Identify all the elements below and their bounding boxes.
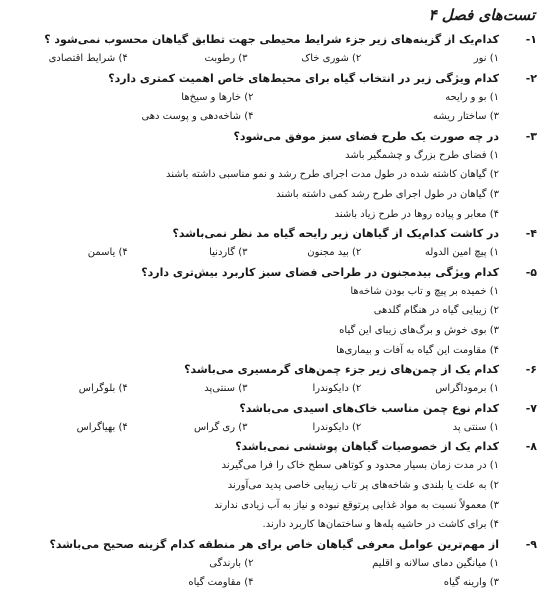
answer-option[interactable]: ۳) وارینه گیاه	[443, 577, 499, 589]
question-text: در چه صورت یک طرح فضای سبز موفق می‌شود؟	[233, 129, 499, 143]
options-group	[8, 88, 499, 127]
question-number: ۶-	[525, 363, 537, 377]
answer-option[interactable]: ۱) برموداگراس	[435, 383, 499, 395]
question-line	[8, 30, 537, 49]
question-block	[8, 263, 537, 360]
answer-option[interactable]: ۴) مقاومت این گیاه به آفات و بیماری‌ها	[336, 344, 499, 356]
options-group	[8, 243, 499, 263]
answer-option[interactable]: ۳) سنتی‌پد	[204, 383, 248, 395]
answer-option[interactable]: ۴) برای کاشت در حاشیه پله‌ها و ساختمان‌ها کاربرد دارند.	[262, 519, 499, 531]
options-group	[8, 418, 499, 438]
answer-option[interactable]: ۱) در مدت زمان بسیار محدود و کوتاهی سطح خاک را فرا می‌گیرند	[221, 460, 499, 472]
question-text: از مهم‌ترین عوامل معرفی گیاهان خاص برای هر منطقه کدام گزینه صحیح می‌باشد؟	[49, 537, 499, 551]
question-block	[8, 69, 537, 127]
answer-option[interactable]: ۲) بارندگی	[209, 557, 254, 569]
answer-option[interactable]: ۳) گاردنیا	[209, 247, 248, 259]
question-number: ۹-	[525, 537, 537, 551]
options-group	[8, 282, 499, 360]
question-line	[8, 127, 537, 146]
answer-option[interactable]: ۲) شوری خاک	[301, 53, 362, 64]
question-block	[8, 30, 537, 69]
page-title: تست‌های فصل ۴	[428, 6, 535, 24]
question-number: ۷-	[525, 401, 537, 415]
question-block	[8, 224, 537, 263]
answer-option[interactable]: ۳) ساختار ریشه	[432, 111, 499, 123]
question-text: کدام ویژگی بیدمجنون در طراحی فضای سبز کاربرد بیش‌تری دارد؟	[141, 265, 499, 279]
answer-option[interactable]: ۱) میانگین دمای سالانه و اقلیم	[372, 557, 499, 569]
question-block	[8, 437, 537, 534]
answer-option[interactable]: ۳) بوی خوش و برگ‌های زیبای این گیاه	[339, 324, 499, 336]
options-group	[8, 49, 499, 69]
question-number: ۲-	[525, 71, 537, 85]
question-number: ۱-	[525, 33, 537, 46]
options-group	[8, 554, 499, 593]
answer-option[interactable]: ۲) دایکوندرا	[312, 383, 362, 395]
answer-option[interactable]: ۴) یاسمن	[87, 247, 128, 259]
answer-option[interactable]: ۲) دایکوندرا	[312, 421, 362, 433]
question-number: ۸-	[525, 440, 537, 454]
question-line	[8, 69, 537, 88]
question-number: ۴-	[525, 227, 537, 241]
question-block	[8, 535, 537, 593]
answer-option[interactable]: ۴) مقاومت گیاه	[188, 577, 254, 589]
question-text: کدام ویژگی زیر در انتخاب گیاه برای محیط‌های خاص اهمیت کمتری دارد؟	[108, 71, 499, 85]
question-line	[8, 437, 537, 456]
options-group	[8, 456, 499, 534]
question-line	[8, 360, 537, 379]
question-text: کدام‌یک از گزینه‌های زیر جزء شرایط محیطی جهت تطابق گیاهان محسوب نمی‌شود ؟	[44, 33, 499, 46]
question-text: کدام یک از خصوصیات گیاهان پوششی نمی‌باشد؟	[235, 440, 499, 454]
question-line	[8, 399, 537, 418]
question-text: در کاشت کدام‌یک از گیاهان زیر رایحه گیاه مد نظر نمی‌باشد؟	[172, 227, 499, 241]
question-number: ۳-	[525, 129, 537, 143]
answer-option[interactable]: ۲) گیاهان کاشته شده در طول مدت اجرای طرح رشد و نمو مناسبی داشته باشند	[165, 169, 499, 181]
answer-option[interactable]: ۱) سنتی پد	[452, 421, 499, 433]
answer-option[interactable]: ۳) رطوبت	[204, 53, 248, 64]
answer-option[interactable]: ۱) نور	[473, 53, 499, 64]
answer-option[interactable]: ۱) خمیده بر پیچ و تاب بودن شاخه‌ها	[350, 285, 499, 297]
question-text: کدام نوع چمن مناسب خاک‌های اسیدی می‌باشد؟	[239, 401, 499, 415]
options-group	[8, 146, 499, 224]
question-line	[8, 263, 537, 282]
question-block	[8, 360, 537, 399]
answer-option[interactable]: ۱) بو و رایحه	[445, 91, 499, 103]
question-block	[8, 399, 537, 438]
answer-option[interactable]: ۲) خارها و سیخ‌ها	[181, 91, 254, 103]
answer-option[interactable]: ۳) گیاهان در طول اجرای طرح رشد کمی داشته باشند	[276, 188, 499, 200]
answer-option[interactable]: ۳) ری گراس	[193, 421, 248, 433]
question-list	[8, 30, 537, 593]
answer-option[interactable]: ۴) معابر و پیاده روها در طرح زیاد باشند	[334, 208, 499, 220]
question-line	[8, 535, 537, 554]
answer-option[interactable]: ۱) پیچ امین الدوله	[424, 247, 499, 259]
answer-option[interactable]: ۴) بلوگراس	[78, 383, 128, 395]
answer-option[interactable]: ۴) شرایط اقتصادی	[48, 53, 128, 64]
question-text: کدام یک از چمن‌های زیر جزء چمن‌های گرمسیری می‌باشد؟	[184, 363, 499, 377]
question-line	[8, 224, 537, 243]
answer-option[interactable]: ۲) به علت یا بلندی و شاخه‌های پر تاب زیبایی خاصی پدید می‌آورند	[227, 479, 499, 491]
answer-option[interactable]: ۴) شاخه‌دهی و پوست دهی	[141, 111, 254, 123]
answer-option[interactable]: ۲) زیبایی گیاه در هنگام گلدهی	[373, 305, 499, 317]
answer-option[interactable]: ۴) بهیاگراس	[76, 421, 128, 433]
answer-option[interactable]: ۲) بید مجنون	[307, 247, 362, 259]
answer-option[interactable]: ۳) معمولاً نسبت به مواد غذایی پرتوقع نبوده و نیاز به آب زیادی ندارند	[214, 499, 499, 511]
question-number: ۵-	[525, 265, 537, 279]
answer-option[interactable]: ۱) فضای طرح بزرگ و چشمگیر باشد	[345, 149, 499, 161]
options-group	[8, 379, 499, 399]
question-block	[8, 127, 537, 224]
